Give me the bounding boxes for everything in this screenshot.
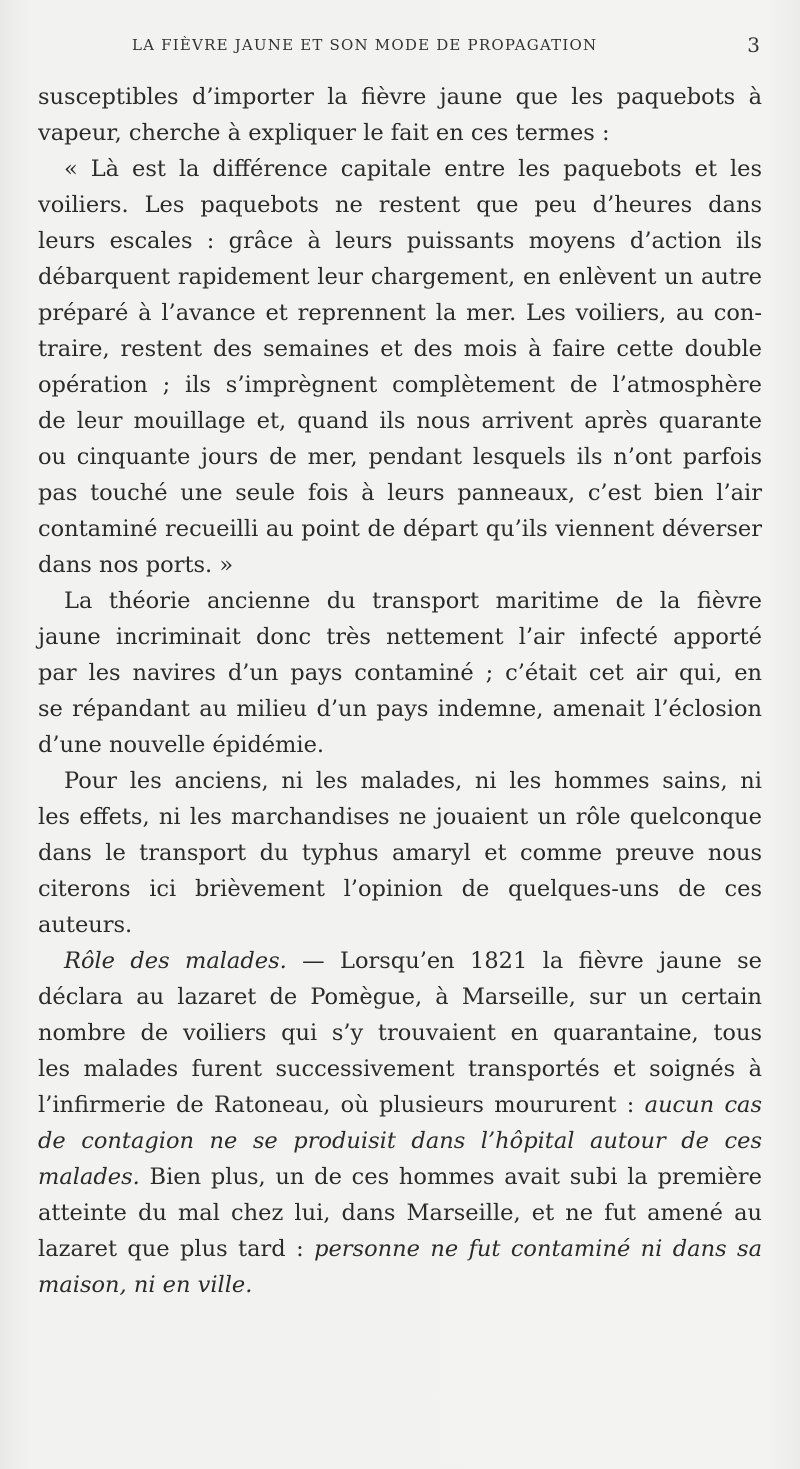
text-line xyxy=(38,115,762,151)
text-line xyxy=(38,403,762,439)
text-line xyxy=(38,1015,762,1051)
line-text: par les navires d’un pays contaminé ; c’était cet air qui, en xyxy=(38,660,762,686)
line-text: voiliers. Les paquebots ne restent que peu d’heures dans xyxy=(38,192,762,218)
text-line xyxy=(38,223,762,259)
text-line xyxy=(38,259,762,295)
italic-text: Rôle des malades. xyxy=(64,948,287,974)
text-line xyxy=(38,1231,762,1267)
text-line xyxy=(38,1123,762,1159)
text-line xyxy=(38,691,762,727)
italic-text: maison, ni en ville. xyxy=(38,1272,253,1298)
line-text: les effets, ni les marchandises ne jouaient un rôle quelconque xyxy=(38,804,762,830)
body-text xyxy=(38,79,762,1303)
line-text: — Lorsqu’en 1821 la fièvre jaune se xyxy=(286,948,762,974)
line-text: susceptibles d’importer la fièvre jaune que les paquebots à xyxy=(38,84,762,110)
line-text: atteinte du mal chez lui, dans Marseille, et ne fut amené au xyxy=(38,1200,762,1226)
line-text: les malades furent successivement transportés et soignés à xyxy=(38,1056,762,1082)
italic-text: malades. xyxy=(38,1164,140,1190)
text-line xyxy=(38,439,762,475)
text-line xyxy=(38,331,762,367)
text-line xyxy=(38,907,762,943)
text-line xyxy=(38,295,762,331)
line-text: se répandant au milieu d’un pays indemne, amenait l’éclosion xyxy=(38,696,762,722)
text-line xyxy=(38,835,762,871)
text-line xyxy=(38,151,762,187)
text-line xyxy=(38,943,762,979)
line-text: débarquent rapidement leur chargement, en enlèvent un autre xyxy=(38,264,762,290)
line-text: déclara au lazaret de Pomègue, à Marseille, sur un certain xyxy=(38,984,762,1010)
text-line xyxy=(38,1195,762,1231)
text-line xyxy=(38,1159,762,1195)
text-line xyxy=(38,763,762,799)
line-text: contaminé recueilli au point de départ qu’ils viennent déverser xyxy=(38,516,762,542)
italic-text: aucun cas xyxy=(644,1092,763,1118)
line-text: d’une nouvelle épidémie. xyxy=(38,732,325,758)
text-line xyxy=(38,187,762,223)
text-line xyxy=(38,619,762,655)
line-text: La théorie ancienne du transport maritime de la fièvre xyxy=(64,588,762,614)
text-line xyxy=(38,547,762,583)
text-line xyxy=(38,475,762,511)
line-text: leurs escales : grâce à leurs puissants moyens d’action ils xyxy=(38,228,762,254)
text-line xyxy=(38,583,762,619)
page-number: 3 xyxy=(747,33,760,57)
line-text: traire, restent des semaines et des mois à faire cette double xyxy=(38,336,762,362)
running-header-title: LA FIÈVRE JAUNE ET SON MODE DE PROPAGATION xyxy=(132,36,598,54)
text-line xyxy=(38,871,762,907)
line-text: l’infirmerie de Ratoneau, où plusieurs moururent : xyxy=(38,1092,645,1118)
text-line xyxy=(38,367,762,403)
line-text: Bien plus, un de ces hommes avait subi la première xyxy=(139,1164,762,1190)
italic-text: personne ne fut contaminé ni dans sa xyxy=(314,1236,762,1262)
line-text: ou cinquante jours de mer, pendant lesquels ils n’ont parfois xyxy=(38,444,762,470)
text-line xyxy=(38,79,762,115)
text-line xyxy=(38,511,762,547)
line-text: lazaret que plus tard : xyxy=(38,1236,315,1262)
text-line xyxy=(38,727,762,763)
line-text: préparé à l’avance et reprennent la mer. Les voiliers, au con- xyxy=(38,300,762,326)
line-text: opération ; ils s’imprègnent complètement de l’atmosphère xyxy=(38,372,762,398)
italic-text: de contagion ne se produisit dans l’hôpital autour de ces xyxy=(38,1128,762,1154)
line-text: jaune incriminait donc très nettement l’air infecté apporté xyxy=(38,624,762,650)
line-text: citerons ici brièvement l’opinion de quelques-uns de ces xyxy=(38,876,762,902)
text-line xyxy=(38,799,762,835)
text-line xyxy=(38,1051,762,1087)
text-line xyxy=(38,655,762,691)
text-line xyxy=(38,1267,762,1303)
line-text: Pour les anciens, ni les malades, ni les hommes sains, ni xyxy=(64,768,762,794)
line-text: dans nos ports. » xyxy=(38,552,234,578)
text-line xyxy=(38,979,762,1015)
line-text: auteurs. xyxy=(38,912,133,938)
line-text: nombre de voiliers qui s’y trouvaient en quarantaine, tous xyxy=(38,1020,762,1046)
text-line xyxy=(38,1087,762,1123)
line-text: de leur mouillage et, quand ils nous arrivent après quarante xyxy=(38,408,762,434)
line-text: « Là est la différence capitale entre les paquebots et les xyxy=(64,156,762,182)
line-text: dans le transport du typhus amaryl et comme preuve nous xyxy=(38,840,762,866)
line-text: pas touché une seule fois à leurs panneaux, c’est bien l’air xyxy=(38,480,762,506)
line-text: vapeur, cherche à expliquer le fait en ces termes : xyxy=(38,120,610,146)
